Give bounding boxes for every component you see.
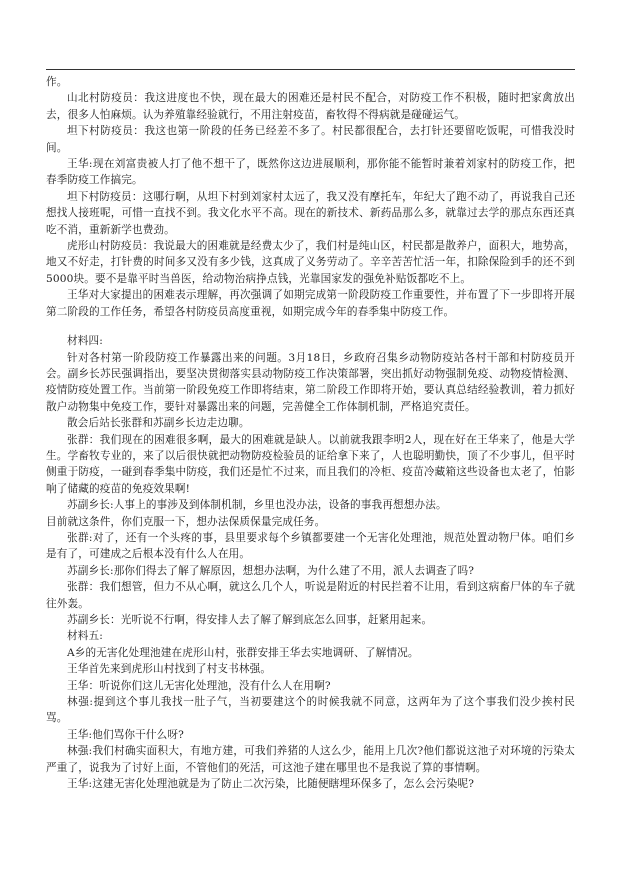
paragraph: 张群:对了，还有一个头疼的事，县里要求每个乡镇都要建一个无害化处理池，规范处置动物尸体。咱们乡是有了，可建成之后根本没有什么人在用。 [46,531,575,561]
paragraph: 坦下村防疫员：这哪行啊，从坦下村到刘家村太远了，我又没有摩托车，年纪大了跑不动了，再说我自己还想找人接班呢，可惜一直找不到。我文化水平不高。现在的新技术、新药品那么多，就靠过去学的那点东西还真吃不消，重新新学也费劲。 [46,190,575,236]
paragraph: 王华对大家提出的困难表示理解，再次强调了如期完成第一阶段防疫工作重要性，并布置了下一步即将开展第二阶段的工作任务，希望各村防疫员高度重视，如期完成今年的春季集中防疫工作。 [46,289,575,318]
paragraph: 林强:提到这个事儿我找一肚子气，当初要建这个的时候我就不同意，这两年为了这个事我们没少挨村民骂。 [46,696,575,725]
paragraph: 林强:我们村确实面积大，有地方建，可我们养猪的人这么少，能用上几次?他们都说这池子对环境的污染太严重了，说我为了讨好上面，不管他们的死活，可这池子建在哪里也不是我说了算的事情啊。 [46,745,575,774]
paragraph: 作。 [46,76,68,88]
paragraph: 虎形山村防疫员：我说最大的困难就是经费太少了，我们村是纯山区，村民都是散养户，面积大，地势高，地又不好走，打针费的时间多又没有多少钱，这真成了义务劳动了。辛辛苦苦忙活一年，扣除保险到手的还不到5000块。要不是靠平时当兽医，给动物治病挣点钱，光靠国家发的强免补贴饭都吃不上。 [46,240,575,285]
paragraph: 王华:这建无害化处理池就是为了防止二次污染，比随便瞎埋环保多了，怎么会污染呢? [67,778,475,791]
paragraph: 王华:他们骂你干什么呀? [67,728,184,741]
paragraph: 材料四: [67,335,103,348]
paragraph-gap [46,320,575,333]
paragraph: 张群：我们想管，但力不从心啊，就这么几个人，听说是附近的村民拦着不让用，看到这病畜尸体的车子就往外轰。 [46,581,575,610]
paragraph: 王华:现在刘富贵被人打了他不想干了，既然你这边进展顺利，那你能不能暂时兼着刘家村的防疫工作，把春季防疫工作搞完。 [46,158,575,187]
paragraph: 针对各村第一阶段防疫工作暴露出来的问题。3月18日，乡政府召集乡动物防疫站各村干部和村防疫员开会。副乡长苏民强调指出，要坚决贯彻落实县动物防疫工作决策部署，突出抓好动物强制免疫、动物疫情检测、疫情防疫处置工作。当前第一阶段免疫工作即将结束，第二阶段工作即将开始，要认真总结经验教训，着力抓好散户动物集中免疫工作，要针对暴露出来的问题，完善健全工作体制机制，严格追究责任。 [46,351,575,413]
paragraph: 王华首先来到虎形山村找到了村支书林强。 [67,663,272,676]
paragraph: 王华：听说你们这儿无害化处理池，没有什么人在用啊? [67,679,331,692]
paragraph: 坦下村防疫员：我这也第一阶段的任务已经差不多了。村民都很配合，去打针还要留吃饭呢，可惜我没时间。 [46,125,575,154]
paragraph: 山北村防疫员：我这进度也不快，现在最大的困难还是村民不配合，对防疫工作不积极，随时把家禽放出去，很多人怕麻烦。认为养殖靠经验就行，不用注射疫苗，畜牧得不得病就是碰碰运气。 [46,92,575,121]
paragraph: A乡的无害化处理池建在虎形山村，张群安排王华去实地调研、了解情况。 [67,646,419,659]
paragraph: 目前就这条件，你们克服一下，想办法保质保量完成任务。 [46,515,326,528]
paragraph: 散会后站长张群和苏副乡长边走边聊。 [67,417,250,430]
paragraph: 材料五: [67,630,103,643]
header-rule [46,69,575,70]
paragraph: 苏副乡长:人事上的事涉及到体制机制，乡里也没办法，设备的事我再想想办法。 [67,499,447,512]
paragraph: 张群：我们现在的困难很多啊，最大的困难就是缺人。以前就我跟李明2人，现在好在王华来了，他是大学生。学畜牧专业的，来了以后很快就把动物防疫检验员的证给拿下来了，人也聪明勤快，顶了不少事儿，但平时侧重于防疫，一碰到春季集中防疫，我们还是忙不过来，而且我们的冷柜、疫苗冷藏箱这些设备也太老了，怕影响了储藏的疫苗的免疫效果啊! [46,433,575,495]
document-body [46,74,575,792]
paragraph: 苏副乡长:那你们得去了解了解原因，想想办法啊，为什么建了不用，派人去调查了吗? [67,564,475,577]
paragraph: 苏副乡长：光听说不行啊，得安排人去了解了解到底怎么回事，赶紧用起来。 [67,614,433,626]
